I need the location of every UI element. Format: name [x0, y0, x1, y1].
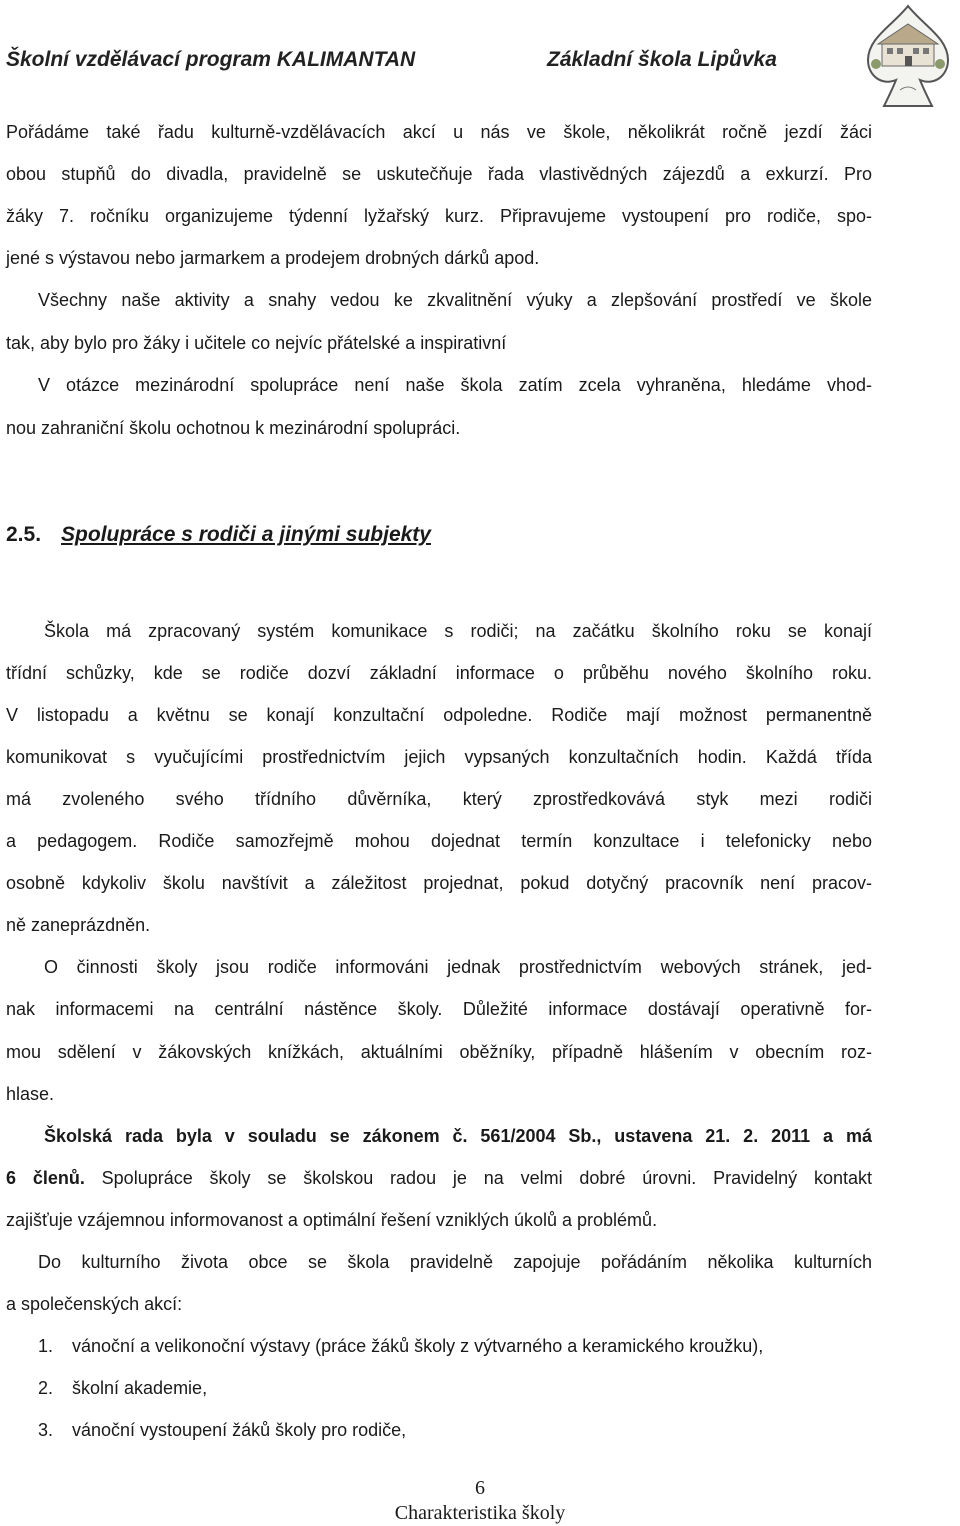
paragraph-line: Pořádáme také řadu kulturně-vzdělávacích akcí u nás ve škole, několikrát ročně jezdí žáci: [6, 122, 872, 142]
page-number: 6: [475, 1477, 485, 1499]
paragraph-line: O činnosti školy jsou rodiče informováni jednak prostřednictvím webových stránek, jed-: [44, 957, 872, 977]
paragraph-line: V listopadu a květnu se konají konzultační odpoledne. Rodiče mají možnost permanentně: [6, 705, 872, 725]
section-title: Spolupráce s rodiči a jinými subjekty: [61, 523, 431, 546]
header-program-title: Školní vzdělávací program KALIMANTAN: [6, 48, 416, 71]
paragraph-line: jené s výstavou nebo jarmarkem a prodejem drobných dárků apod.: [6, 248, 540, 268]
paragraph-line: V otázce mezinárodní spolupráce není naše škola zatím zcela vyhraněna, hledáme vhod-: [38, 375, 872, 395]
paragraph-line: mou sdělení v žákovských knížkách, aktuálními oběžníky, případně hlášením v obecním roz-: [6, 1042, 872, 1062]
paragraph-line: a pedagogem. Rodiče samozřejmě mohou dojednat termín konzultace i telefonicky nebo: [6, 831, 872, 851]
paragraph-line: žáky 7. ročníku organizujeme týdenní lyžařský kurz. Připravujeme vystoupení pro rodiče, spo-: [6, 206, 872, 226]
paragraph-line: Do kulturního života obce se škola pravidelně zapojuje pořádáním několika kulturních: [38, 1252, 872, 1272]
footer-title: Charakteristika školy: [394, 1502, 566, 1524]
paragraph-line: tak, aby bylo pro žáky i učitele co nejvíc přátelské a inspirativní: [6, 333, 507, 353]
paragraph-line: zajišťuje vzájemnou informovanost a optimální řešení vzniklých úkolů a problémů.: [6, 1210, 658, 1230]
paragraph-line: komunikovat s vyučujícími prostřednictvím jejich vypsaných konzultačních hodin. Každá třída: [6, 747, 872, 767]
school-council-statement: Školská rada byla v souladu se zákonem č. 561/2004 Sb., ustavena 21. 2. 2011 a má: [44, 1126, 872, 1146]
header-school-name: Základní škola Lipůvka: [547, 48, 777, 71]
list-item-number: 2.: [38, 1378, 54, 1398]
paragraph-line: Všechny naše aktivity a snahy vedou ke zkvalitnění výuky a zlepšování prostředí ve škole: [38, 290, 872, 310]
council-members-count: 6 členů.: [6, 1168, 85, 1188]
list-item: [38, 1419, 407, 1441]
paragraph-line: a společenských akcí:: [6, 1294, 183, 1314]
paragraph-line: hlase.: [6, 1084, 55, 1104]
list-item: [38, 1335, 764, 1357]
paragraph-line: Škola má zpracovaný systém komunikace s rodiči; na začátku školního roku se konají: [44, 621, 872, 641]
list-item-number: 1.: [38, 1336, 54, 1356]
paragraph-line: [6, 1167, 872, 1189]
section-number: 2.5.: [6, 523, 42, 546]
paragraph-line: třídní schůzky, kde se rodiče dozví základní informace o průběhu nového školního roku.: [6, 663, 872, 683]
paragraph-line: nak informacemi na centrální nástěnce školy. Důležité informace dostávají operativně for-: [6, 999, 872, 1019]
school-building-spade-logo-icon: [862, 2, 954, 110]
paragraph-line: má zvoleného svého třídního důvěrníka, který zprostředkovává styk mezi rodiči: [6, 789, 872, 809]
list-item: [38, 1377, 208, 1399]
list-item-text: vánoční a velikonoční výstavy (práce žáků školy z výtvarného a keramického kroužku),: [72, 1336, 764, 1356]
list-item-text: školní akademie,: [72, 1378, 208, 1398]
paragraph-line: osobně kdykoliv školu navštívit a záležitost projednat, pokud dotyčný pracovník není pracov-: [6, 873, 872, 893]
paragraph-line: nou zahraniční školu ochotnou k mezinárodní spolupráci.: [6, 418, 461, 438]
list-item-number: 3.: [38, 1420, 54, 1440]
list-item-text: vánoční vystoupení žáků školy pro rodiče,: [72, 1420, 407, 1440]
paragraph-line: ně zaneprázdněn.: [6, 915, 151, 935]
section-heading: [6, 523, 431, 547]
paragraph-line: obou stupňů do divadla, pravidelně se uskutečňuje řada vlastivědných zájezdů a exkurzí. Pro: [6, 164, 872, 184]
paragraph-text: Spolupráce školy se školskou radou je na velmi dobré úrovni. Pravidelný kontakt: [84, 1168, 872, 1188]
